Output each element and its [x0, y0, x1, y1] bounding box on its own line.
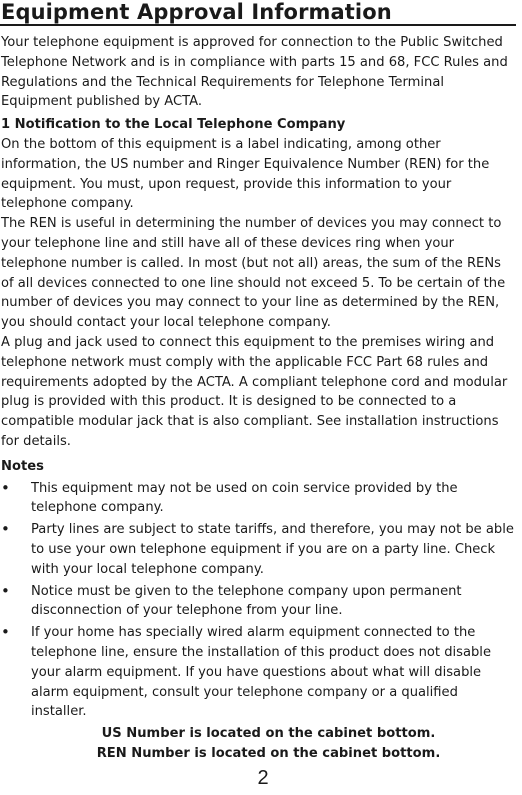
intro-paragraph: Your telephone equipment is approved for connection to the Public Switched Telephone Network and is in compliance with parts 15 and 68, FCC Rules and Regulations and the Technical Requirements for Telephone Terminal Equipment published by ACTA. — [1, 35, 508, 110]
note-text: This equipment may not be used on coin service provided by the telephone company. — [31, 480, 458, 516]
note-text: Notice must be given to the telephone company upon permanent disconnection of your telephone from your line. — [31, 583, 462, 619]
list-item — [1, 520, 516, 579]
notes-list — [1, 479, 516, 723]
list-item — [1, 623, 516, 722]
us-number-note: US Number is located on the cabinet bottom. — [101, 726, 436, 742]
body-paragraph-label-info: On the bottom of this equipment is a label indicating, among other information, the US number and Ringer Equivalence Number (REN) for the equipment. You must, upon request, provide this information to your telephone company. — [1, 136, 490, 212]
document-body — [0, 33, 516, 764]
page-title: Equipment Approval Information — [0, 0, 516, 26]
notes-heading: Notes — [1, 458, 44, 474]
body-paragraph-ren-info: The REN is useful in determining the number of devices you may connect to your telephone line and still have all of these devices ring when your telephone number is called. In most (but not all) areas, the sum of the RENs of all devices connected to one line should not exceed 5. To be certain of the number of devices you may connect to your line as determined by the REN, you should contact your local telephone company. — [1, 216, 506, 331]
list-item — [1, 582, 516, 622]
bullet-icon: • — [1, 623, 10, 642]
body-paragraph-plug-jack: A plug and jack used to connect this equipment to the premises wiring and telephone network must comply with the applicable FCC Part 68 rules and requirements adopted by the ACTA. A compliant telephone cord and modular plug is provided with this product. It is designed to be connected to a compatible modular jack that is also compliant. See installation instructions for details. — [1, 334, 508, 449]
section-heading: 1 Notification to the Local Telephone Company — [1, 117, 346, 133]
page-number: 2 — [257, 767, 269, 789]
note-text: If your home has specially wired alarm equipment connected to the telephone line, ensure the installation of this product does not disable your alarm equipment. If you have questions about what will disable alarm equipment, consult your telephone company or a qualified installer. — [31, 625, 492, 720]
list-item — [1, 479, 516, 519]
bullet-icon: • — [1, 520, 10, 539]
note-text: Party lines are subject to state tariffs, and therefore, you may not be able to use your own telephone equipment if you are on a party line. Check with your local telephone company. — [31, 522, 514, 577]
bullet-icon: • — [1, 581, 10, 600]
ren-number-note: REN Number is located on the cabinet bottom. — [96, 745, 441, 761]
bullet-icon: • — [1, 478, 10, 497]
